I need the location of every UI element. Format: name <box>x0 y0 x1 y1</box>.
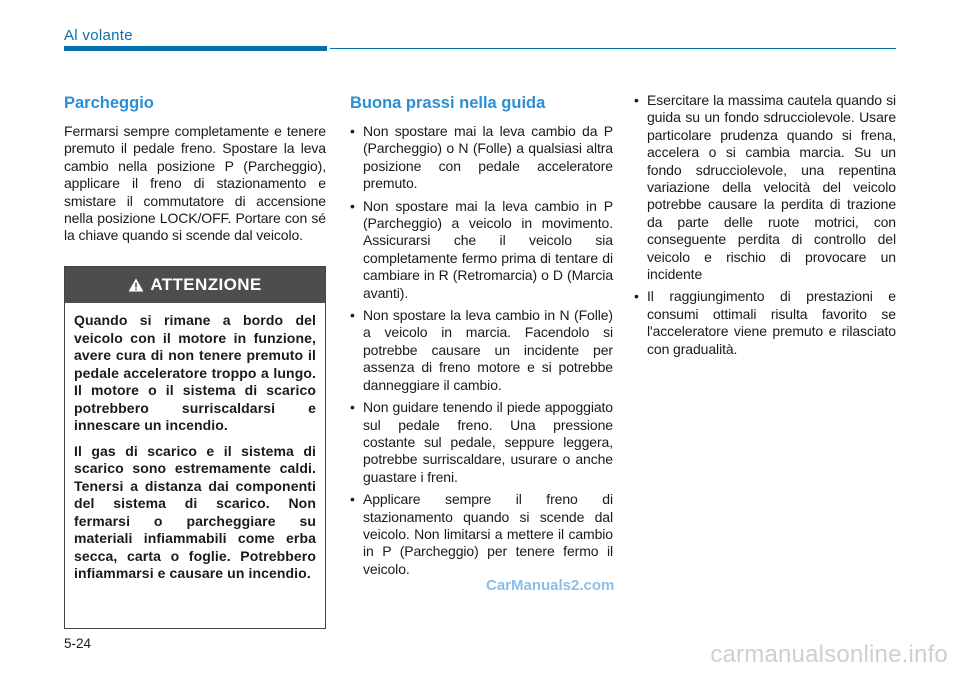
middle-column <box>350 94 613 583</box>
header-rule-thick <box>64 46 327 51</box>
list-item: • Non guidare tenendo il piede appoggiato sul pedale freno. Una pressione costante sul pedale, seppure leggera, potrebbe surriscaldare, usurare o anche guastare i freni. <box>350 399 613 485</box>
section-title: Al volante <box>64 27 133 44</box>
page-number: 5-24 <box>64 636 92 651</box>
warning-header <box>65 267 325 303</box>
driving-tips-list-continued <box>634 92 896 358</box>
warning-body <box>65 303 325 583</box>
warning-label: ATTENZIONE <box>150 275 262 294</box>
right-column <box>634 92 896 363</box>
list-item: • Applicare sempre il freno di stazionamento quando si scende dal veicolo. Non limitarsi a mettere il cambio in P (Parcheggio) per tenere fermo il veicolo. <box>350 491 613 577</box>
bullet-dot: • <box>350 399 355 416</box>
warning-box <box>64 266 326 629</box>
list-item: • Non spostare la leva cambio in N (Folle) a veicolo in marcia. Facendolo si potrebbe causare un incidente per assenza di freno motore e si potrebbe danneggiare il cambio. <box>350 307 613 393</box>
list-item: • Non spostare mai la leva cambio in P (Parcheggio) a veicolo in movimento. Assicurarsi che il veicolo sia completamente fermo prima di tentare di cambiare in R (Retromarcia) o D (Marcia avanti). <box>350 197 613 301</box>
bullet-dot: • <box>634 92 639 108</box>
warning-triangle-icon <box>128 278 144 292</box>
parking-heading: Parcheggio <box>64 94 154 112</box>
header-rule-thin <box>330 48 896 49</box>
bullet-dot: • <box>350 491 355 508</box>
list-item: • Non spostare mai la leva cambio da P (Parcheggio) o N (Folle) a qualsiasi altra posizione con pedale acceleratore premuto. <box>350 123 613 192</box>
list-item: • Esercitare la massima cautela quando si guida su un fondo sdrucciolevole. Usare particolare prudenza quando si frena, accelera o si cambia marcia. Su un fondo sdrucciolevole, una repentina variazione della velocità del veicolo potrebbe causare la perdita di trazione da parte delle ruote motrici, con conseguente perdita di controllo del veicolo e rischio di provocare un incidente <box>634 92 896 283</box>
left-column <box>64 94 326 245</box>
watermark-carmanuals2: CarManuals2.com <box>486 577 615 594</box>
warning-paragraph: Quando si rimane a bordo del veicolo con il motore in funzione, avere cura di non tenere premuto il pedale acceleratore troppo a lungo. Il motore o il sistema di scarico potrebbero surriscaldarsi e innescare un incendio. <box>74 312 316 433</box>
bullet-dot: • <box>634 288 639 305</box>
parking-paragraph: Fermarsi sempre completamente e tenere premuto il pedale freno. Spostare la leva cambio nella posizione P (Parcheggio), applicare il freno di stazionamento e smistare il commutatore di accensione nella posizione LOCK/OFF. Portare con sé la chiave quando si scende dal veicolo. <box>64 123 326 244</box>
bullet-dot: • <box>350 307 355 324</box>
bullet-dot: • <box>350 123 355 139</box>
bullet-dot: • <box>350 197 355 214</box>
warning-paragraph: Il gas di scarico e il sistema di scarico sono estremamente caldi. Tenersi a distanza dai componenti del sistema di scarico. Non fermarsi o parcheggiare su materiali infiammabili come erba secca, carta o foglie. Potrebbero infiammarsi e causare un incendio. <box>74 442 316 581</box>
driving-tips-heading: Buona prassi nella guida <box>350 94 546 112</box>
list-item: • Il raggiungimento di prestazioni e consumi ottimali risulta favorito se l'acceleratore viene premuto e rilasciato con gradualità. <box>634 288 896 357</box>
driving-tips-list <box>350 123 613 578</box>
watermark-carmanualsonline: carmanualsonline.info <box>710 641 948 668</box>
